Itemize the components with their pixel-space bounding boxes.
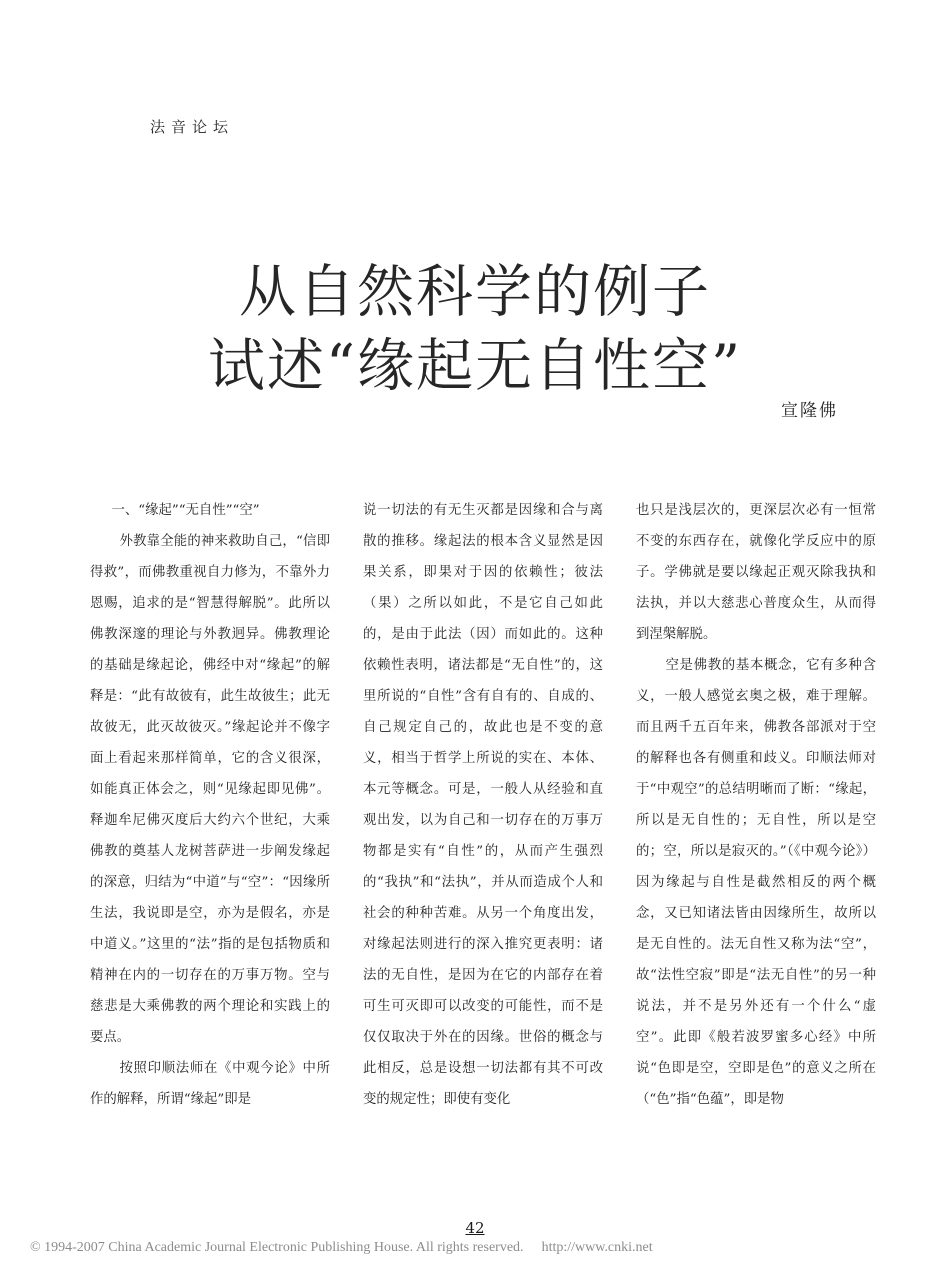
- paragraph: 空是佛教的基本概念，它有多种含义，一般人感觉玄奥之极，难于理解。而且两千五百年来，佛教各部派对于空的解释也各有侧重和歧义。印顺法师对于“中观空”的总结明晰而了断：“缘起，所以是无自性的；无自性，所以是空的；空，所以是寂灭的。”（《中观今论》）因为缘起与自性是截然相反的两个概念，又已知诸法皆由因缘所生，故所以是无自性的。法无自性又称为法“空”，故“法性空寂”即是“法无自性”的另一种说法，并不是另外还有一个什么“虚空”。此即《般若波罗蜜多心经》中所说“色即是空，空即是色”的意义之所在（“色”指“色蕴”，即是物: [636, 658, 876, 1107]
- section-label: 法音论坛: [150, 118, 235, 136]
- text-column-2: [363, 495, 603, 1115]
- article-title-line-1: 从自然科学的例子: [239, 259, 711, 326]
- paragraph: 按照印顺法师在《中观今论》中所作的解释，所谓“缘起”即是: [90, 1061, 330, 1107]
- section-heading: 一、“缘起”“无自性”“空”: [111, 503, 260, 518]
- author-name: 宣隆佛: [781, 401, 838, 421]
- paragraph: 说一切法的有无生灭都是因缘和合与离散的推移。缘起法的根本含义显然是因果关系，即果对于因的依赖性；彼法（果）之所以如此，不是它自己如此的，是由于此法（因）而如此的。这种依赖性表明，诸法都是“无自性”的，这里所说的“自性”含有自有的、自成的、自己规定自己的，故此也是不变的意义，相当于哲学上所说的实在、本体、本元等概念。可是，一般人从经验和直观出发，以为自己和一切存在的万事万物都是实有“自性”的，从而产生强烈的“我执”和“法执”，并从而造成个人和社会的种种苦难。从另一个角度出发，对缘起法则进行的深入推究更表明：诸法的无自性，是因为在它的内部存在着可生可灭即可以改变的可能性，而不是仅仅取决于外在的因缘。世俗的概念与此相反，总是设想一切法都有其不可改变的规定性；即使有变化: [363, 503, 603, 1107]
- copyright-notice: [30, 1240, 653, 1256]
- text-column-1: [90, 495, 330, 1115]
- cnki-link[interactable]: http://www.cnki.net: [541, 1240, 653, 1255]
- paragraph: 也只是浅层次的，更深层次必有一恒常不变的东西存在，就像化学反应中的原子。学佛就是要以缘起正观灭除我执和法执，并以大慈悲心普度众生，从而得到涅槃解脱。: [636, 503, 876, 642]
- copyright-text: © 1994-2007 China Academic Journal Electronic Publishing House. All rights reserved.: [30, 1240, 524, 1255]
- paragraph: 外教靠全能的神来救助自己，“信即得救”，而佛教重视自力修为，不靠外力恩赐，追求的是“智慧得解脱”。此所以佛教深邃的理论与外教迥异。佛教理论的基础是缘起论，佛经中对“缘起”的解释是：“此有故彼有，此生故彼生；此无故彼无，此灭故彼灭。”缘起论并不像字面上看起来那样简单，它的含义很深，如能真正体会之，则“见缘起即见佛”。释迦牟尼佛灭度后大约六个世纪，大乘佛教的奠基人龙树菩萨进一步阐发缘起的深意，归结为“中道”与“空”：“因缘所生法，我说即是空，亦为是假名，亦是中道义。”这里的“法”指的是包括物质和精神在内的一切存在的万事万物。空与慈悲是大乘佛教的两个理论和实践上的要点。: [90, 534, 330, 1045]
- page-number: 42: [465, 1219, 485, 1237]
- text-column-3: [636, 495, 876, 1115]
- article-title-line-2: 试述“缘起无自性空”: [207, 333, 743, 400]
